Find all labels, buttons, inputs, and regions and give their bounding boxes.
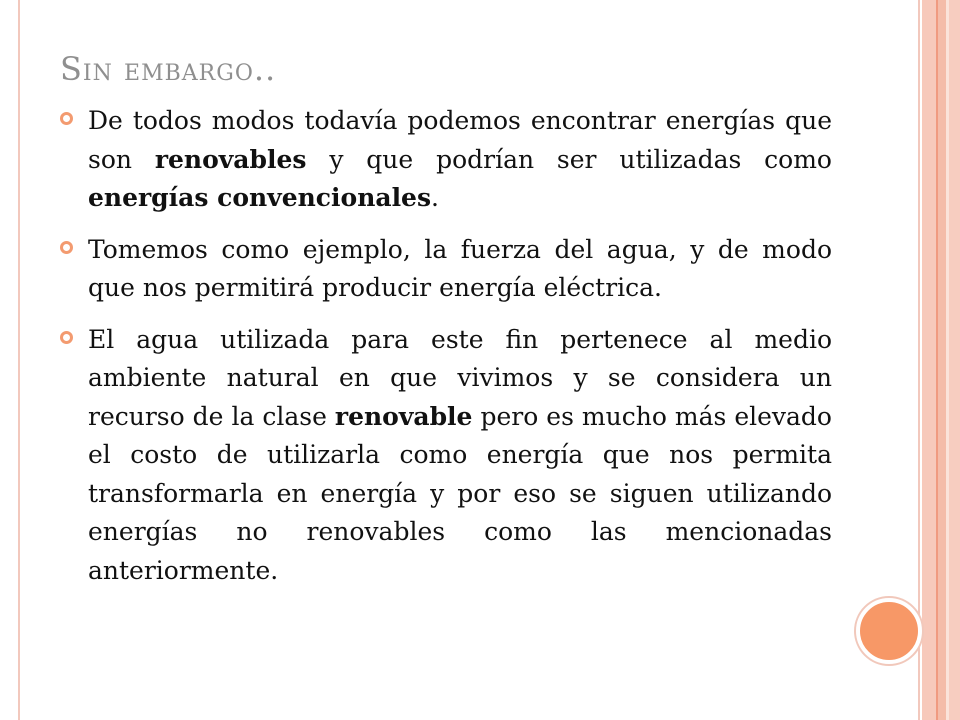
bullet-item: [60, 231, 832, 308]
bullet-item: [60, 102, 832, 218]
right-stripe: [938, 0, 946, 720]
bullet-text: Tomemos como ejemplo, la fuerza del agua, y de modo que nos permitirá producir energía eléctrica.: [88, 234, 832, 302]
bullet-circle-icon: [60, 241, 73, 254]
bullet-item: [60, 321, 832, 591]
right-stripe: [922, 0, 936, 720]
bullet-list: [60, 102, 832, 603]
bullet-circle-icon: [60, 112, 73, 125]
bullet-circle-icon: [60, 331, 73, 344]
emphasis-text: renovables: [154, 144, 307, 174]
emphasis-text: energías convencionales: [88, 183, 432, 212]
bullet-text: El agua utilizada para este fin pertenece al medio ambiente natural en que vivimos y se considera un recurso de la clase renovable pero es mucho más elevado el costo de utilizarla como energía que nos permita transformarla en energía y por eso se siguen utilizando energías no renovables como las mencionadas anteriormente.: [88, 324, 832, 585]
emphasis-text: renovable: [334, 401, 473, 431]
decorative-orange-circle-icon: [856, 598, 922, 664]
slide-title: Sin embargo..: [60, 50, 277, 88]
right-stripe: [949, 0, 960, 720]
bullet-text: De todos modos todavía podemos encontrar energías que son renovables y que podrían ser utilizadas como energías convencionales.: [88, 106, 832, 212]
